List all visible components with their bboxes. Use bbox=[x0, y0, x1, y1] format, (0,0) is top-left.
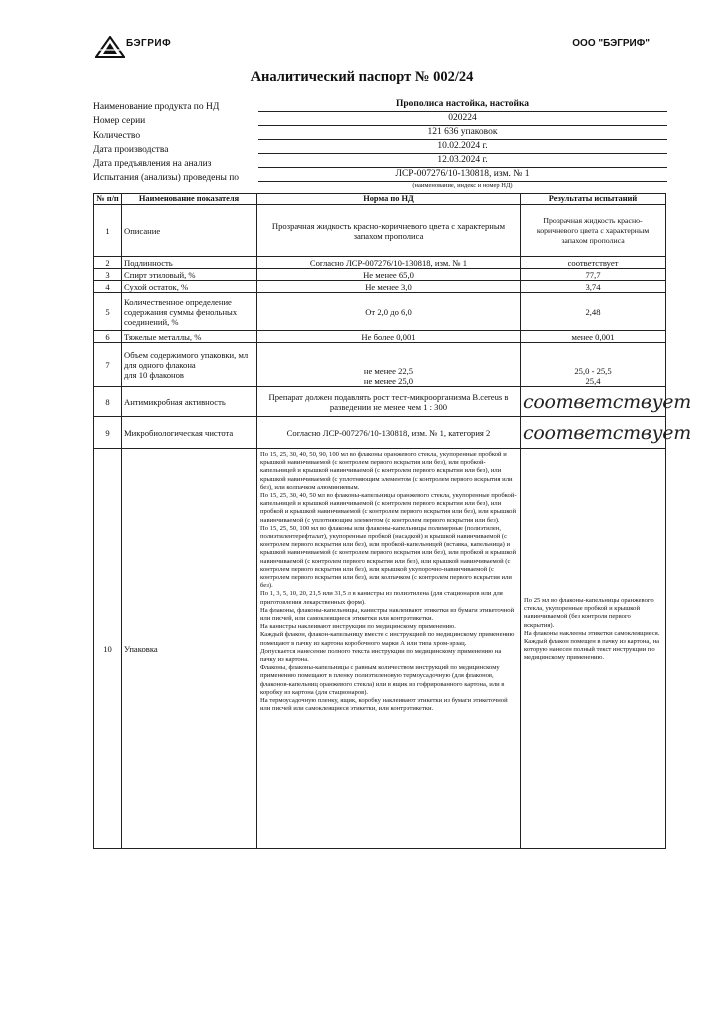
row-norm: Согласно ЛСР-007276/10-130818, изм. № 1, категория 2 bbox=[257, 417, 521, 449]
row-number: 7 bbox=[94, 343, 122, 387]
table-row bbox=[94, 293, 666, 331]
row-norm: Не менее 65,0 bbox=[257, 269, 521, 281]
row-indicator: Упаковка bbox=[122, 449, 257, 849]
row-result: 77,7 bbox=[521, 269, 666, 281]
packaging-paragraph: На термоусадочную пленку, ящик, коробку наклеивают этикетки из бумаги этикеточной или писчей или самоклеящиеся этикетки, или контрэтикетки. bbox=[260, 697, 508, 713]
field-label-series: Номер серии bbox=[93, 116, 146, 126]
row-indicator: Тяжелые металлы, % bbox=[122, 331, 257, 343]
row-result-line: 25,4 bbox=[585, 376, 601, 386]
field-label-product: Наименование продукта по НД bbox=[93, 102, 220, 112]
field-label-quantity: Количество bbox=[93, 131, 141, 141]
field-value-quantity: 121 636 упаковок bbox=[258, 125, 667, 140]
analysis-table bbox=[93, 193, 691, 849]
table-row bbox=[94, 417, 666, 449]
packaging-paragraph: На канистры наклеивают инструкции по медицинскому применению. bbox=[260, 623, 456, 631]
row-number: 1 bbox=[94, 205, 122, 257]
row-indicator: Микробиологическая чистота bbox=[122, 417, 257, 449]
row-indicator: Сухой остаток, % bbox=[122, 281, 257, 293]
table-row bbox=[94, 205, 666, 257]
row-number: 3 bbox=[94, 269, 122, 281]
row-number: 2 bbox=[94, 257, 122, 269]
row-result-line: 25,0 - 25,5 bbox=[574, 366, 612, 376]
row-norm-line: не менее 22,5 bbox=[363, 366, 414, 376]
packaging-paragraph: Каждый флакон, флакон-капельницу вместе с инструкцией по медицинскому применению помещают в пачку из картона коробочного марки А или типа хром-эрзац. bbox=[260, 631, 515, 647]
row-indicator-line: для 10 флаконов bbox=[124, 369, 184, 380]
row-indicator-line: Объем содержимого упаковки, мл bbox=[124, 349, 249, 360]
row-number: 8 bbox=[94, 387, 122, 417]
row-norm: От 2,0 до 6,0 bbox=[257, 293, 521, 331]
page-title: Аналитический паспорт № 002/24 bbox=[250, 69, 474, 85]
company-logo-icon bbox=[95, 36, 125, 58]
field-value-product: Прополиса настойка, настойка bbox=[258, 97, 667, 112]
row-result-packaging bbox=[521, 449, 666, 849]
row-indicator: Описание bbox=[122, 205, 257, 257]
table-row bbox=[94, 257, 666, 269]
logo-text: БЭГРИФ bbox=[126, 38, 172, 49]
field-value-tests-by: ЛСР-007276/10-130818, изм. № 1 bbox=[258, 167, 667, 182]
row-number: 9 bbox=[94, 417, 122, 449]
packaging-paragraph: По 15, 25, 50, 100 мл во флаконы или флаконы-капельницы полимерные (полиэтилен, полиэтилентерефталат), укупоренные пробкой (насадкой) и крышкой навинчиваемой (с контролем первого вскрытия или без), или пробкой-капельницей (вставка, капельница) и крышкой навинчиваемой (с контролем первого вскрытия или без), или пробкой и крышкой навинчиваемой (с контролем первого вскрытия или без), или крышкой навинчиваемой (с контролем первого вскрытия или без), или крышкой укупорочно-навинчиваемой (с контролем первого вскрытия или без), или колпачком (с контролем первого вскрытия или без). bbox=[260, 524, 517, 590]
row-result: 3,74 bbox=[521, 281, 666, 293]
table-row bbox=[94, 331, 666, 343]
row-norm-packaging bbox=[257, 449, 521, 849]
table-row bbox=[94, 281, 666, 293]
packaging-result-paragraph: На флаконы наклеены этикетки самоклеящиеся. bbox=[524, 629, 660, 637]
field-value-submission-date: 12.03.2024 г. bbox=[258, 153, 667, 168]
packaging-result-paragraph: По 25 мл во флаконы-капельницы оранжевого стекла, укупоренные пробкой и крышкой навинчиваемой (без контроля первого вскрытия). bbox=[524, 597, 654, 629]
field-value-production-date: 10.02.2024 г. bbox=[258, 139, 667, 154]
row-result: соответствует bbox=[521, 257, 666, 269]
row-result-handwritten: соответствует bbox=[521, 417, 666, 449]
row-norm: Согласно ЛСР-007276/10-130818, изм. № 1 bbox=[257, 257, 521, 269]
row-result: 2,48 bbox=[521, 293, 666, 331]
col-header-number: № п/п bbox=[94, 194, 122, 205]
row-number: 4 bbox=[94, 281, 122, 293]
row-norm bbox=[257, 343, 521, 387]
row-norm: Прозрачная жидкость красно-коричневого цвета с характерным запахом прополиса bbox=[257, 205, 521, 257]
row-norm-line: не менее 25,0 bbox=[363, 376, 414, 386]
row-norm: Препарат должен подавлять рост тест-микроорганизма B.cereus в разведении не менее чем 1 : 300 bbox=[257, 387, 521, 417]
row-result: менее 0,001 bbox=[521, 331, 666, 343]
field-value-series: 020224 bbox=[258, 111, 667, 126]
packaging-paragraph: Флаконы, флаконы-капельницы с равным количеством инструкций по медицинскому применению помещают в пленку полиэтиленовую термоусадочную (для флаконов, флаконов-капельниц оранжевого стекла) или в ящик из гофрированного картона, или в коробку из картона (для стационаров). bbox=[260, 664, 505, 696]
field-hint: (наименование, индекс и номер НД) bbox=[412, 182, 513, 189]
row-indicator: Количественное определение содержания суммы фенольных соединений, % bbox=[122, 293, 257, 331]
row-number: 6 bbox=[94, 331, 122, 343]
packaging-paragraph: Допускается нанесение полного текста инструкции по медицинскому применению на пачку из картона. bbox=[260, 647, 502, 664]
packaging-paragraph: На флаконы, флаконы-капельницы, канистры наклеивают этикетки из бумаги этикеточной или писчей, или самоклеящиеся этикетки или контрэтикетки. bbox=[260, 606, 515, 623]
row-result: Прозрачная жидкость красно-коричневого цвета с характерным запахом прополиса bbox=[521, 205, 666, 257]
row-result-handwritten: соответствует bbox=[521, 387, 666, 417]
table-row bbox=[94, 387, 666, 417]
row-norm: Не более 0,001 bbox=[257, 331, 521, 343]
packaging-result-paragraph: Каждый флакон помещен в пачку из картона, на которую нанесен полный текст инструкции по медицинскому применению. bbox=[524, 638, 660, 662]
row-number: 5 bbox=[94, 293, 122, 331]
col-header-indicator: Наименование показателя bbox=[122, 194, 257, 205]
row-indicator-line: для одного флакона bbox=[124, 359, 196, 370]
table-row bbox=[94, 269, 666, 281]
table-row bbox=[94, 343, 666, 387]
col-header-norm: Норма по НД bbox=[257, 194, 521, 205]
company-name: ООО "БЭГРИФ" bbox=[572, 38, 650, 49]
row-number: 10 bbox=[94, 449, 122, 849]
packaging-paragraph: По 15, 25, 30, 40, 50, 90, 100 мл во флаконы оранжевого стекла, укупоренные пробкой и крышкой навинчиваемой (с контролем первого вскрытия или без), или пробкой-капельницей и крышкой навинчиваемой (с контролем первого вскрытия или без), или крышкой навинчиваемой (с уплотняющим элементом (с контролем первого вскрытия или без), или колпачком алюминиевым. bbox=[260, 451, 513, 491]
field-label-production-date: Дата производства bbox=[93, 145, 169, 155]
row-indicator: Антимикробная активность bbox=[122, 387, 257, 417]
row-indicator: Подлинность bbox=[122, 257, 257, 269]
row-indicator bbox=[122, 343, 257, 387]
field-label-tests-by: Испытания (анализы) проведены по bbox=[93, 173, 240, 183]
field-label-submission-date: Дата предъявления на анализ bbox=[93, 159, 212, 169]
row-norm: Не менее 3,0 bbox=[257, 281, 521, 293]
packaging-paragraph: По 1, 3, 5, 10, 20, 21,5 или 31,5 л в канистры из полиэтилена (для стационаров или для приготовления лекарственных форм). bbox=[260, 590, 503, 606]
table-header-row bbox=[94, 194, 666, 205]
packaging-paragraph: По 15, 25, 30, 40, 50 мл во флаконы-капельницы оранжевого стекла, укупоренные пробкой-капельницей и крышкой навинчиваемой (с контролем первого вскрытия или без), или пробкой и крышкой навинчиваемой (с контролем первого вскрытия или без), или крышкой навинчиваемой (с уплотняющим элементом (с контролем первого вскрытия или без). bbox=[260, 492, 517, 524]
col-header-result: Результаты испытаний bbox=[521, 194, 666, 205]
table-row bbox=[94, 449, 666, 849]
row-indicator: Спирт этиловый, % bbox=[122, 269, 257, 281]
row-result bbox=[521, 343, 666, 387]
